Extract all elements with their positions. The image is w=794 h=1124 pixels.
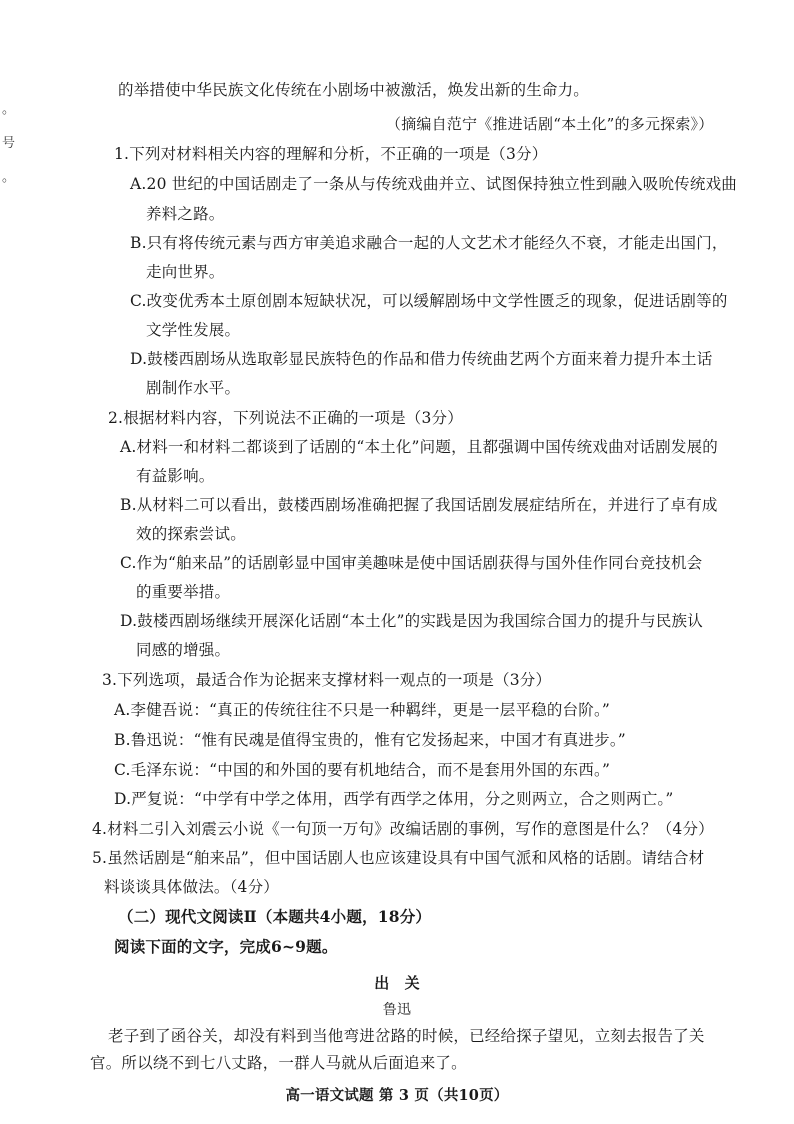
margin-mark: 。	[2, 102, 16, 117]
source-citation: （摘编自范宁《推进话剧“本土化”的多元探索》）	[386, 115, 714, 133]
story-paragraph: 老子到了函谷关，却没有料到当他弯进岔路的时候，已经给探子望见，立刻去报告了关	[108, 1027, 705, 1045]
intro-line: 的举措使中华民族文化传统在小剧场中被激活，焕发出新的生命力。	[118, 81, 590, 99]
q1-option-a-cont: 养料之路。	[146, 205, 225, 223]
story-title: 出 关	[374, 974, 420, 992]
q2-option-a: A.材料一和材料二都谈到了话剧的“本土化”问题，且都强调中国传统戏曲对话剧发展的	[120, 438, 718, 456]
q2-option-c: C.作为“舶来品”的话剧彰显中国审美趣味是使中国话剧获得与国外佳作同台竞技机会	[120, 554, 703, 572]
q2-option-b: B.从材料二可以看出，鼓楼西剧场准确把握了我国话剧发展症结所在，并进行了卓有成	[120, 496, 718, 514]
q1-option-a: A.20 世纪的中国话剧走了一条从与传统戏曲并立、试图保持独立性到融入吸吮传统戏曲	[130, 175, 737, 193]
q2-option-d: D.鼓楼西剧场继续开展深化话剧“本土化”的实践是因为我国综合国力的提升与民族认	[120, 612, 703, 630]
q1-option-c: C.改变优秀本土原创剧本短缺状况，可以缓解剧场中文学性匮乏的现象，促进话剧等的	[130, 292, 728, 310]
q1-option-b: B.只有将传统元素与西方审美追求融合一起的人文艺术才能经久不衰，才能走出国门，	[130, 234, 728, 252]
q5-stem-cont: 料谈谈具体做法。（4分）	[104, 878, 280, 896]
q1-option-c-cont: 文学性发展。	[146, 321, 241, 339]
q4-stem: 4.材料二引入刘震云小说《一句顶一万句》改编话剧的事例，写作的意图是什么？（4分）	[92, 820, 714, 838]
section-instruction: 阅读下面的文字，完成6~9题。	[114, 937, 338, 956]
q3-option-d: D.严复说：“中学有中学之体用，西学有西学之体用，分之则两立，合之则两亡。”	[114, 790, 674, 808]
story-paragraph-cont: 官。所以绕不到七八丈路，一群人马就从后面追来了。	[90, 1054, 467, 1072]
page-footer: 高一语文试题 第 3 页（共10页）	[285, 1087, 509, 1104]
q5-stem: 5.虽然话剧是“舶来品”，但中国话剧人也应该建设具有中国气派和风格的话剧。请结合材	[92, 849, 705, 867]
margin-mark: 号	[2, 136, 16, 151]
q2-stem: 2.根据材料内容，下列说法不正确的一项是（3分）	[108, 409, 463, 427]
q2-option-c-cont: 的重要举措。	[136, 583, 231, 601]
q3-option-a: A.李健吾说：“真正的传统往往不只是一种羁绊，更是一层平稳的台阶。”	[114, 701, 611, 719]
q3-option-c: C.毛泽东说：“中国的和外国的要有机地结合，而不是套用外国的东西。”	[114, 761, 611, 779]
q1-option-d: D.鼓楼西剧场从选取彰显民族特色的作品和借力传统曲艺两个方面来着力提升本土话	[130, 350, 713, 368]
story-author: 鲁迅	[382, 1002, 412, 1018]
q2-option-b-cont: 效的探索尝试。	[136, 525, 246, 543]
section-heading: （二）现代文阅读Ⅱ（本题共4小题，18分）	[118, 907, 432, 926]
q3-stem: 3.下列选项，最适合作为论据来支撑材料一观点的一项是（3分）	[102, 671, 552, 689]
q3-option-b: B.鲁迅说：“惟有民魂是值得宝贵的，惟有它发扬起来，中国才有真进步。”	[114, 731, 626, 749]
q1-option-d-cont: 剧制作水平。	[146, 379, 241, 397]
q2-option-a-cont: 有益影响。	[136, 467, 215, 485]
q1-option-b-cont: 走向世界。	[146, 263, 225, 281]
q1-stem: 1.下列对材料相关内容的理解和分析，不正确的一项是（3分）	[114, 145, 548, 163]
q2-option-d-cont: 同感的增强。	[136, 641, 231, 659]
margin-mark: 。	[2, 170, 16, 185]
